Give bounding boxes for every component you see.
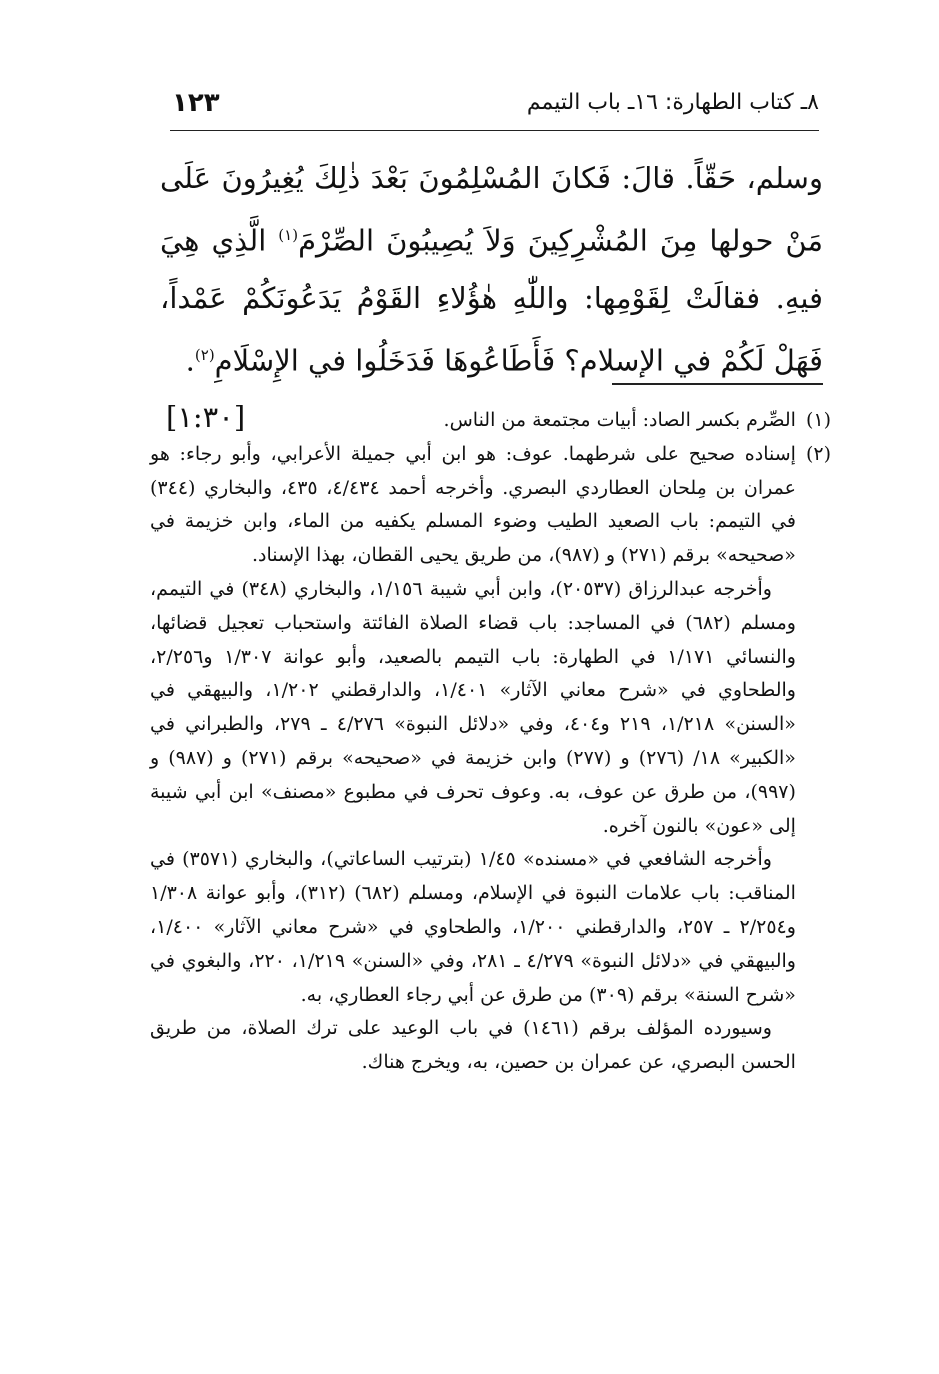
footnote-paragraph: وأخرجه الشافعي في «مسنده» ١/٤٥ (بترتيب الساعاتي)، والبخاري (٣٥٧١) في المناقب: باب علامات النبوة في الإسلام، ومسلم (٦٨٢) (٣١٢)، وأبو عوانة ١/٣٠٨ و٢/٢٥٤ ـ ٢٥٧، والدارقطني ١/٢٠٠، والطحاوي في «شرح معاني الآثار» ١/٤٠٠، والبيهقي في «دلائل النبوة» ٤/٢٧٩ ـ ٢٨١، وفي «السنن» ١/٢١٩، ٢٢٠، والبغوي في «شرح السنة» برقم (٣٠٩) من طرق عن أبي رجاء العطاري، به. bbox=[150, 848, 796, 1006]
main-text-end: . bbox=[185, 343, 195, 378]
page-number: ١٢٣ bbox=[172, 88, 220, 118]
footnote-marker-1: (١) bbox=[278, 226, 299, 244]
footnote-paragraph: وسيورده المؤلف برقم (١٤٦١) في باب الوعيد على ترك الصلاة، من طريق الحسن البصري، عن عمران بن حصين، به، ويخرج هناك. bbox=[150, 1017, 796, 1074]
page-header bbox=[170, 84, 819, 131]
footnote-body bbox=[150, 404, 796, 438]
running-title: ٨ـ كتاب الطهارة: ١٦ـ باب التيمم bbox=[526, 90, 819, 115]
footnote-2 bbox=[150, 438, 831, 1080]
footnotes bbox=[150, 404, 831, 1080]
footnote-marker-2: (٢) bbox=[194, 345, 215, 364]
footnote-paragraph: وأخرجه عبدالرزاق (٢٠٥٣٧)، وابن أبي شيبة ١/١٥٦، والبخاري (٣٤٨) في التيمم، ومسلم (٦٨٢) في المساجد: باب قضاء الصلاة الفائتة واستحباب تعجيل قضائها، والنسائي ١/١٧١ في الطهارة: باب التيمم بالصعيد، وأبو عوانة ١/٣٠٧ و٢/٢٥٦، والطحاوي في «شرح معاني الآثار» ١/٤٠١، والدارقطني ١/٢٠٢، والبيهقي في «السنن» ١/٢١٨، ٢١٩ و٤٠٤، وفي «دلائل النبوة» ٤/٢٧٦ ـ ٢٧٩، والطبراني في «الكبير» ١٨/ (٢٧٦) و (٢٧٧) وابن خزيمة في «صحيحه» برقم (٢٧١) و (٩٨٧) و (٩٩٧)، من طرق عن عوف، به. وعوف تحرف في مطبوع «مصنف» ابن أبي شيبة إلى «عون» بالنون آخره. bbox=[150, 577, 796, 837]
main-text bbox=[160, 150, 823, 446]
hadith-reference: [١:٣٠] bbox=[166, 400, 246, 435]
footnote-number: (١) bbox=[805, 409, 831, 431]
main-text-part-2: الَّذِي هِيَ فيهِ. فقالَتْ لِقَوْمِها: واللّٰهِ هٰؤُلاءِ القَوْمُ يَدَعُونَكُمْ عَمْداً، فَهَلْ لَكُمْ في الإسلام؟ فَأَطَاعُوهَا فَدَخَلُوا في الإِسْلَامِ bbox=[160, 223, 823, 378]
footnote-paragraph: إسناده صحيح على شرطهما. عوف: هو ابن أبي جميلة الأعرابي، وأبو رجاء: هو عمران بن مِلحان العطاردي البصري. وأخرجه أحمد ٤/٤٣٤، ٤٣٥، والبخاري (٣٤٤) في التيمم: باب الصعيد الطيب وضوء المسلم يكفيه من الماء، وابن خزيمة في «صحيحه» برقم (٢٧١) و (٩٨٧)، من طريق يحيى القطان، بهذا الإسناد. bbox=[150, 442, 796, 567]
footnote-paragraph: الصِّرم بكسر الصاد: أبيات مجتمعة من الناس. bbox=[443, 409, 796, 431]
footnote-body bbox=[150, 438, 796, 1080]
footnote-number: (٢) bbox=[805, 442, 831, 465]
footnote-separator bbox=[612, 383, 823, 385]
main-text-part-1: وسلم، حَقّاً. قالَ: فَكانَ المُسْلِمُونَ بَعْدَ ذٰلِكَ يُغِيرُونَ عَلَى مَنْ حولها مِنَ المُشْرِكِينَ وَلاَ يُصِيبُونَ الصِّرْمَ bbox=[160, 161, 823, 258]
footnote-1 bbox=[150, 404, 831, 438]
